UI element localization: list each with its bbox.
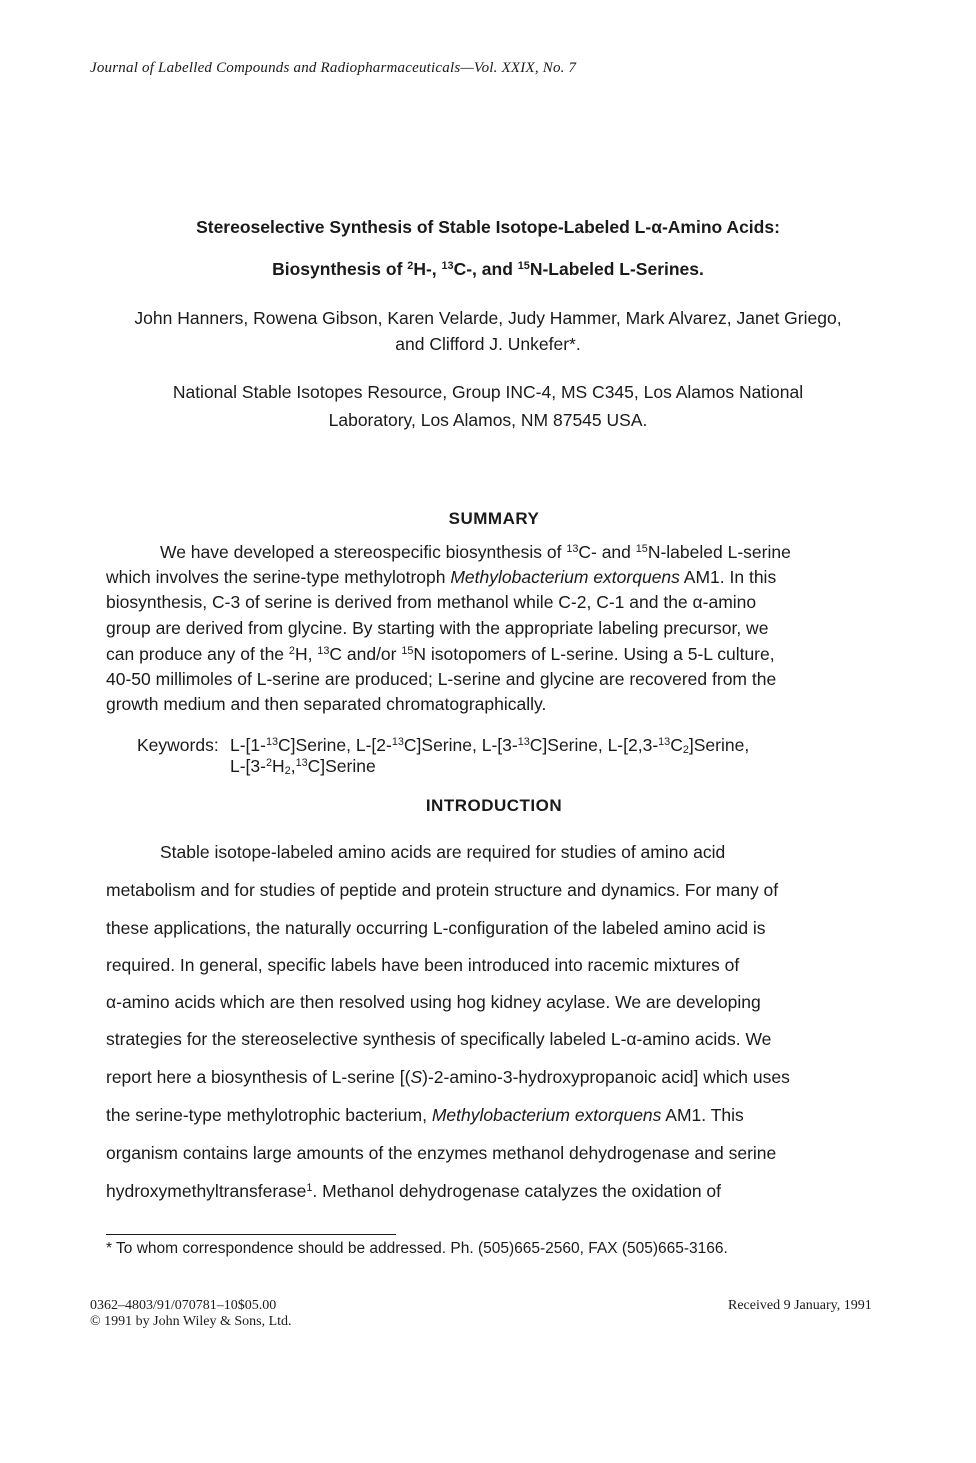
paper-title-line-1: Stereoselective Synthesis of Stable Isotope-Labeled L-α-Amino Acids: bbox=[196, 217, 780, 237]
summary-line: which involves the serine-type methylotroph Methylobacterium extorquens AM1. In this bbox=[106, 567, 777, 587]
intro-line: hydroxymethyltransferase$^1$. Methanol dehydrogenase catalyzes the oxidation of bbox=[106, 1181, 722, 1201]
introduction-heading: INTRODUCTION bbox=[425, 796, 563, 815]
intro-line: strategies for the stereoselective synthesis of specifically labeled L-α-amino acids. We bbox=[106, 1029, 772, 1049]
footnote-divider bbox=[106, 1234, 396, 1235]
keywords bbox=[137, 735, 749, 777]
affiliation-line-2: Laboratory, Los Alamos, NM 87545 USA. bbox=[328, 410, 648, 430]
intro-line: the serine-type methylotrophic bacterium, Methylobacterium extorquens AM1. This bbox=[106, 1105, 744, 1125]
summary-line: 40-50 millimoles of L-serine are produced; L-serine and glycine are recovered from the bbox=[106, 669, 777, 689]
copyright-notice: © 1991 by John Wiley & Sons, Ltd. bbox=[90, 1314, 292, 1329]
summary-line: growth medium and then separated chromatographically. bbox=[106, 694, 547, 714]
correspondence-footnote: * To whom correspondence should be addressed. Ph. (505)665-2560, FAX (505)665-3166. bbox=[106, 1240, 728, 1257]
intro-line: these applications, the naturally occurring L-configuration of the labeled amino acid is bbox=[106, 918, 766, 938]
keywords-row-2: $L-[3-^2H_2,^{13}C]Serine$ bbox=[230, 756, 376, 778]
issn-code: 0362–4803/91/070781–10$05.00 bbox=[90, 1298, 277, 1313]
intro-line: α-amino acids which are then resolved using hog kidney acylase. We are developing bbox=[106, 992, 761, 1012]
summary-line: We have developed a stereospecific biosynthesis of $^{13}$C- and $^{15}$N-labeled L-serine bbox=[160, 542, 791, 562]
summary-heading: SUMMARY bbox=[448, 509, 540, 528]
received-date: Received 9 January, 1991 bbox=[728, 1298, 872, 1313]
intro-line: report here a biosynthesis of L-serine [(S)-2-amino-3-hydroxypropanoic acid] which uses bbox=[106, 1067, 790, 1087]
affiliation-line-1: National Stable Isotopes Resource, Group INC-4, MS C345, Los Alamos National bbox=[172, 382, 804, 402]
intro-line: organism contains large amounts of the enzymes methanol dehydrogenase and serine bbox=[106, 1143, 777, 1163]
summary-line: group are derived from glycine. By starting with the appropriate labeling precursor, we bbox=[106, 618, 769, 638]
summary-line: can produce any of the $^2$H, $^{13}$C and/or $^{15}$N isotopomers of L-serine. Using a 5-L culture, bbox=[106, 644, 775, 664]
authors-line-1: John Hanners, Rowena Gibson, Karen Velarde, Judy Hammer, Mark Alvarez, Janet Griego, bbox=[134, 308, 842, 328]
authors-line-2: and Clifford J. Unkefer*. bbox=[395, 334, 581, 354]
keywords-label: Keywords: bbox=[137, 735, 219, 755]
keywords-row-1: Keywords: L-[1-$^{13}$C]Serine, L-[2-$^{13}$C]Serine, L-[3-$^{13}$C]Serine, $L-[2,3-^{13}C_2]Serine$, bbox=[137, 735, 750, 757]
intro-line: required. In general, specific labels have been introduced into racemic mixtures of bbox=[106, 955, 740, 975]
intro-line: metabolism and for studies of peptide and protein structure and dynamics. For many of bbox=[106, 880, 779, 900]
intro-line: Stable isotope-labeled amino acids are required for studies of amino acid bbox=[160, 842, 726, 862]
summary-line: biosynthesis, C-3 of serine is derived from methanol while C-2, C-1 and the α-amino bbox=[106, 592, 757, 612]
paper-title-line-2: Biosynthesis of $^2$H-, $^{13}$C-, and $^{15}$N-Labeled L-Serines. bbox=[272, 259, 704, 279]
running-head: Journal of Labelled Compounds and Radiopharmaceuticals—Vol. XXIX, No. 7 bbox=[90, 60, 577, 76]
